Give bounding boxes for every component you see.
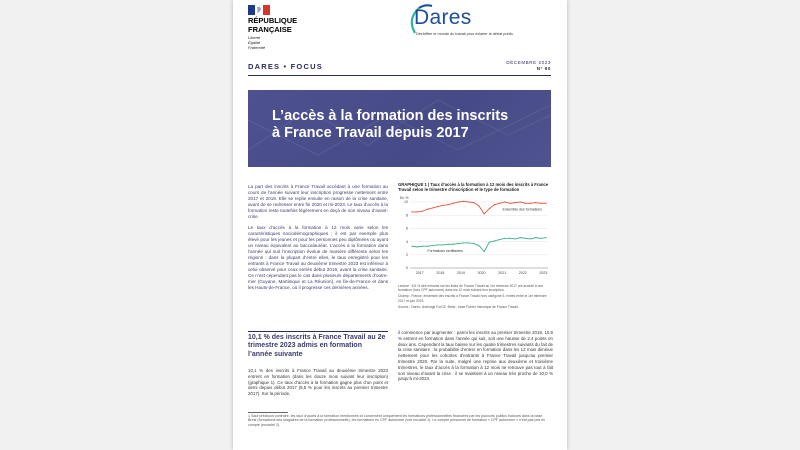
chart-graphique-1 bbox=[398, 182, 553, 311]
chart-data-point bbox=[411, 246, 412, 247]
chart-data-point bbox=[520, 201, 521, 202]
chart-data-point bbox=[499, 239, 500, 240]
document-page bbox=[233, 0, 567, 450]
chart-data-point bbox=[514, 238, 515, 239]
chart-data-point bbox=[427, 209, 428, 210]
chart-xtick-label: 2018 bbox=[436, 271, 445, 275]
chart-data-point bbox=[422, 211, 423, 212]
chart-xtick-label: 2021 bbox=[498, 271, 507, 275]
dares-logo: Dares bbox=[414, 6, 472, 29]
chart-data-point bbox=[447, 244, 448, 245]
chart-series-label: Formations certifiantes bbox=[427, 249, 463, 254]
chart-data-point bbox=[458, 201, 459, 202]
chart-data-point bbox=[432, 207, 433, 208]
republic-motto: Liberté Égalité Fraternité bbox=[248, 35, 266, 50]
chart-note-champ: Champ : France, ensemble des inscrits à France Travail hors catégorie 5, entrés entre le 1er trimestre 2017 et juin 2023. bbox=[398, 294, 547, 303]
chart-data-point bbox=[484, 251, 485, 252]
chart-data-point bbox=[545, 203, 546, 204]
title-banner bbox=[248, 90, 551, 167]
chart-ytick-label: 6 bbox=[406, 226, 408, 231]
section-body-right: il commence par augmenter : parmi les inscrits au premier trimestre 2019, 10,9 % entrent en formation dans l’année qui suit, soit une hausse de 2,4 points en deux ans. Cependant la taux baisse sur les quatre trimestres suivants du fait de la crise sanitaire : la probabilité d’entrer en formation dans les 12 mois diminue nettement pour les cohortes d’entrants à France Travail jusqu’au premier trimestre 2020. Par la suite, malgré une reprise aux deuxième et troisième trimestres, le taux d’accès à la formation à 12 mois ne retrouve pas tout à fait son niveau d’avant la crise : il se maintient à un niveau très proche de 10,0 % jusqu’à mi-2023. bbox=[398, 330, 553, 382]
chart-xtick-label: 2023 bbox=[539, 271, 548, 275]
chart-data-point bbox=[530, 238, 531, 239]
chart-notes bbox=[398, 284, 553, 309]
republique-francaise: RÉPUBLIQUE FRANÇAISE bbox=[248, 16, 298, 34]
chart-data-point bbox=[520, 237, 521, 238]
chart-data-point bbox=[525, 203, 526, 204]
chart-data-point bbox=[504, 238, 505, 239]
chart-data-point bbox=[442, 205, 443, 206]
section-divider bbox=[248, 331, 388, 332]
chart-data-point bbox=[509, 203, 510, 204]
chart-data-point bbox=[484, 213, 485, 214]
chart-ytick-label: 10 bbox=[404, 200, 408, 205]
section-body-left: 10,1 % des inscrits à France Travail au deuxième trimestre 2023 entrent en formation (dans les douze mois suivant leur inscription) (graphique 1). Ce taux d’accès à la formation gagne plus d’un point et demi depuis début 2017 (8,5 % pour les inscrits au premier trimestre 2017). Sur la période, bbox=[248, 368, 388, 397]
header-divider bbox=[248, 75, 551, 76]
chart-ytick-label: 2 bbox=[406, 253, 408, 257]
page-title: L’accès à la formation des inscrits à France Travail depuis 2017 bbox=[272, 108, 509, 141]
footnote-divider bbox=[248, 412, 288, 413]
chart-data-point bbox=[411, 211, 412, 212]
chart-data-point bbox=[417, 246, 418, 247]
chart-data-point bbox=[499, 203, 500, 204]
chart-data-point bbox=[473, 243, 474, 244]
chart-data-point bbox=[417, 211, 418, 212]
chart-data-point bbox=[463, 201, 464, 202]
chart-data-point bbox=[514, 202, 515, 203]
chart-title: GRAPHIQUE 1 | Taux d’accès à la formation à 12 mois des inscrits à France Travail selon le trimestre d’inscription et le type de formation bbox=[398, 182, 549, 192]
chart-data-point bbox=[468, 242, 469, 243]
dares-tagline: Déchiffrer le monde du travail pour éclairer le débat public bbox=[416, 32, 514, 36]
marianne-logo bbox=[248, 5, 270, 15]
chart-data-point bbox=[437, 244, 438, 245]
chart-data-point bbox=[504, 201, 505, 202]
chart-ytick-label: 8 bbox=[406, 213, 408, 218]
publication-date: DÉCEMBRE 2023 N° 60 bbox=[506, 60, 551, 71]
chart-data-point bbox=[422, 246, 423, 247]
chart-xtick-label: 2019 bbox=[456, 271, 465, 275]
chart-data-point bbox=[525, 238, 526, 239]
chart-note-source: Source : Dares, chaînage ForCE, Brest ; base Fichier historique de France Travail. bbox=[398, 304, 519, 309]
chart-data-point bbox=[494, 240, 495, 241]
chart-data-point bbox=[545, 237, 546, 238]
chart-data-point bbox=[540, 203, 541, 204]
chart-data-point bbox=[453, 203, 454, 204]
publication-series: DARES • FOCUS bbox=[248, 62, 323, 71]
chart-data-point bbox=[535, 202, 536, 203]
chart-data-point bbox=[432, 245, 433, 246]
chart-series-label: Ensemble des formations bbox=[502, 207, 542, 212]
chart-data-point bbox=[478, 205, 479, 206]
chart-data-point bbox=[427, 246, 428, 247]
chart-data-point bbox=[530, 203, 531, 204]
chart-data-point bbox=[494, 204, 495, 205]
chart-data-point bbox=[540, 238, 541, 239]
chart-data-point bbox=[468, 201, 469, 202]
footnote: 1 Sauf précision contraire, les taux d’accès à la formation mentionnés ici concernent uniquement les formations professionnelles financées par les pouvoirs publics incluses dans la base Brest (formations des stagiaires de la formation professionnelle), les formations en CPF autonome (voir encadré 1). Le compte personnel de formation « CPF autonome » n’est pas pris en compte (encadré 2). bbox=[248, 414, 546, 427]
chart-xtick-label: 2022 bbox=[518, 271, 527, 275]
chart-note-lecture: Lecture : 8,5 % des entrants sur les listes de France Travail au 1er trimestre 2017 ont accédé à une formation (hors CPF autonome) dans les 12 mois suivant leur inscription. bbox=[398, 284, 544, 293]
section-heading: 10,1 % des inscrits à France Travail au 2e trimestre 2023 admis en formation l’année suivante bbox=[248, 334, 386, 358]
chart-data-point bbox=[478, 245, 479, 246]
chart-xtick-label: 2020 bbox=[477, 271, 486, 275]
chart-data-point bbox=[509, 238, 510, 239]
line-chart bbox=[398, 194, 553, 282]
chart-data-point bbox=[489, 242, 490, 243]
lead-paragraph-1: La part des inscrits à France Travail accédant à une formation au cours de l’année suivant leur inscription progresse nettement entre 2017 et 2019. Elle se replie ensuite en raison de la crise sanitaire, avant de se redresser entre fin 2020 et mi-2023. Le taux d’accès à la formation reste toutefois légèrement en deçà de son niveau d’avant-crise. bbox=[248, 184, 388, 219]
chart-data-point bbox=[442, 244, 443, 245]
chart-ytick-label: 4 bbox=[406, 239, 408, 244]
chart-data-point bbox=[463, 242, 464, 243]
chart-data-point bbox=[458, 243, 459, 244]
chart-ylabel: En % bbox=[400, 196, 409, 200]
chart-data-point bbox=[473, 202, 474, 203]
chart-data-point bbox=[453, 244, 454, 245]
chart-data-point bbox=[437, 206, 438, 207]
chart-ytick-label: 0 bbox=[406, 266, 408, 271]
lead-summary bbox=[248, 184, 388, 296]
chart-data-point bbox=[447, 204, 448, 205]
lead-paragraph-2: Le taux d’accès à la formation à 12 mois varie selon les caractéristiques sociodémographiques : il est par exemple plus élevé pour les jeunes et pour les personnes peu diplômées ou ayant un niveau équivalent au baccalauréat. L’accès à la formation dans l’année qui suit l’inscription évolue de manière différente selon les régions : dans la plupart d’entre elles, le taux enregistré pour les entrants à France Travail au deuxième trimestre 2023 est inférieur à celui observé pour ceux entrés début 2019, avant la crise sanitaire. Ce n’est cependant pas le cas dans plusieurs départements d’outre-mer (Guyane, Martinique et La Réunion), en Île-de-France et dans les Hauts-de-France, où il progresse ces dernières années. bbox=[248, 225, 388, 290]
chart-data-point bbox=[535, 237, 536, 238]
chart-data-point bbox=[489, 208, 490, 209]
chart-xtick-label: 2017 bbox=[415, 271, 424, 275]
